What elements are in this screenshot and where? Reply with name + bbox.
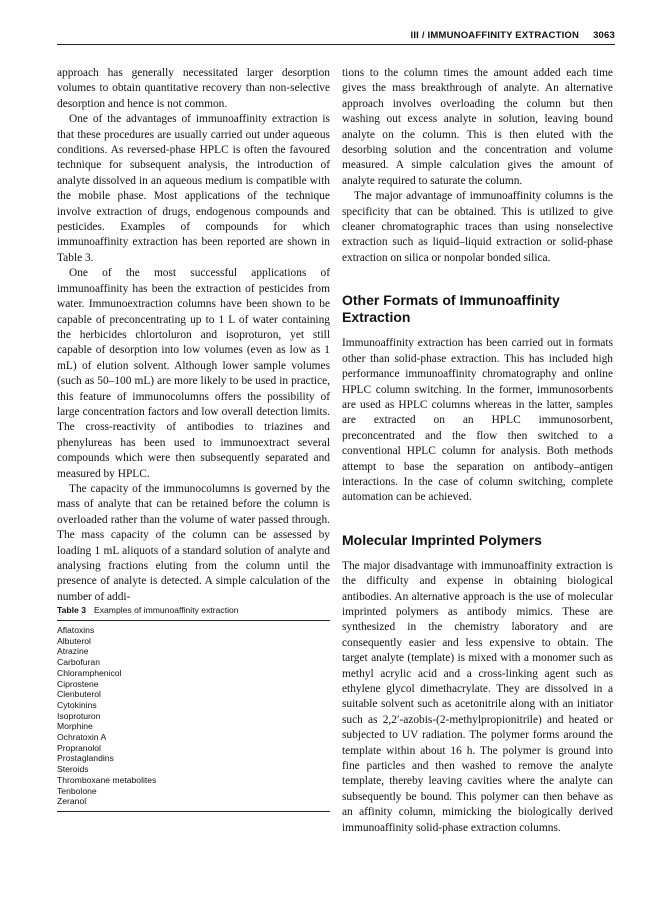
table-row: Ciprostene: [57, 678, 99, 689]
paragraph: The major advantage of immunoaffinity columns is the specificity that can be obtained. This is utilized to give cleaner chromatographic traces than using nonselective extraction such as liquid–liquid extraction or solid-phase extraction on silica or nonpolar bonded silica.: [342, 190, 613, 264]
table-row: Atrazine: [57, 646, 89, 657]
table-row: Chloramphenicol: [57, 667, 122, 678]
table-row: Aflatoxins: [57, 625, 95, 635]
table-row: Steroids: [57, 764, 89, 775]
table-row: Carbofuran: [57, 657, 100, 668]
section-heading-other-formats: Other Formats of Immunoaffinity Extraction: [342, 292, 560, 326]
running-head: [410, 30, 615, 41]
table-row: Zeranol: [57, 796, 87, 807]
table-row: Clenbuterol: [57, 689, 101, 700]
table-caption-text: Examples of immunoaffinity extraction: [93, 605, 239, 615]
table-row: Cytokinins: [57, 699, 97, 710]
table-row: Morphine: [57, 721, 93, 732]
paragraph: One of the most successful applications of immunoaffinity has been the extraction of pesticides from water. Immunoextraction columns have been shown to be capable of preconcentrating up to 1 L of water containing the herbicides chlortoluron and isoproturon, yet still capable of desorption into low volumes (even as low as 1 mL) of elution solvent. Although lower sample volumes (such as 50–100 mL) are more likely to be used in practice, this feature of immunocolumns offers the possibility of large concentration factors and low overall detection limits. The cross-reactivity of antibodies to triazines and phenylureas has been used to immunoextract several compounds which were then subsequently separated and measured by HPLC.: [57, 267, 330, 480]
paragraph: tions to the column times the amount added each time gives the mass breakthrough of analyte. An alternative approach involves overloading the column but then washing out excess analyte in solution, leaving bound analyte on the column. This is then eluted with the desorbing solution and the concentration and volume measured. A simple calculation gives the amount of analyte required to saturate the column.: [342, 67, 613, 187]
table-row: Isoproturon: [57, 710, 101, 721]
table-row: Albuterol: [57, 635, 91, 646]
table-row: Tenbolone: [57, 785, 97, 796]
paragraph: The major disadvantage with immunoaffinity extraction is the difficulty and expense in obtaining biological antibodies. An alternative approach is the use of molecular imprinted polymers as antibody mimics. These are synthesized in the chemistry laboratory and are consequently easier and less expensive to obtain. The target analyte (template) is mixed with a monomer such as methyl acrylic acid and a cross-linking agent such as ethylene glycol dimethacrylate. They are dissolved in a suitable solvent such as acetonitrile along with an initiator such as 2,2′-azobis-(2-methylpropionitrile) and heated or subjected to UV radiation. The polymer forms around the template within about 16 h. The polymer is ground into fine particles and then washed to remove the analyte template, thereby leaving cavities where the analyte can subsequently be bound. This polymer can then behave as an affinity column, mimicking the biologically derived immunoaffinity solid-phase extraction columns.: [342, 559, 613, 834]
table-3: [57, 605, 330, 812]
page-number: 3063: [593, 30, 615, 41]
table-bottom-rule: [57, 811, 330, 812]
table-row: Propranolol: [57, 742, 101, 753]
table-row: Ochratoxin A: [57, 732, 107, 743]
table-list: [57, 625, 330, 807]
table-row: Prostaglandins: [57, 753, 114, 764]
table-row: Thromboxane metabolites: [57, 774, 157, 785]
table-label: Table 3: [57, 605, 86, 615]
section-heading-molecular-imprinted-polymers: Molecular Imprinted Polymers: [342, 531, 542, 548]
table-top-rule: [57, 620, 330, 621]
paragraph: Immunoaffinity extraction has been carried out in formats other than solid-phase extraction. This has included high performance immunoaffinity chromatography and online HPLC column switching. In the former, immunosorbents are used as HPLC columns whereas in the latter, samples are extracted on an HPLC immunosorbent, preconcentrated and the flow then switched to a conventional HPLC column for analysis. Both methods attempt to base the separation on antibody–antigen interactions. In the case of column switching, complete automation can be achieved.: [342, 337, 613, 504]
right-column: [342, 66, 613, 836]
section-title: III / IMMUNOAFFINITY EXTRACTION: [410, 30, 580, 41]
table-caption: [57, 605, 330, 615]
left-column: [57, 66, 330, 605]
paragraph: approach has generally necessitated larger desorption volumes to obtain quantitative recovery than non-selective desorption and hence is not common.: [57, 67, 330, 110]
header-rule: [57, 44, 615, 45]
paragraph: The capacity of the immunocolumns is governed by the mass of analyte that can be retained before the column is overloaded rather than the volume of water passed through. The mass capacity of the column can be assessed by loading 1 mL aliquots of a standard solution of analyte and analysing fractions eluting from the column until the presence of analyte is detected. A simple calculation of the number of addi-: [57, 482, 330, 603]
paragraph: One of the advantages of immunoaffinity extraction is that these procedures are usually carried out under aqueous conditions. As reversed-phase HPLC is often the favoured technique for subsequent analysis, the introduction of analyte dissolved in an aqueous medium is compatible with the mobile phase. Most applications of the technique involve extraction of drugs, endogenous compounds and pesticides. Examples of compounds for which immunoaffinity extraction has been reported are shown in Table 3.: [57, 113, 330, 264]
